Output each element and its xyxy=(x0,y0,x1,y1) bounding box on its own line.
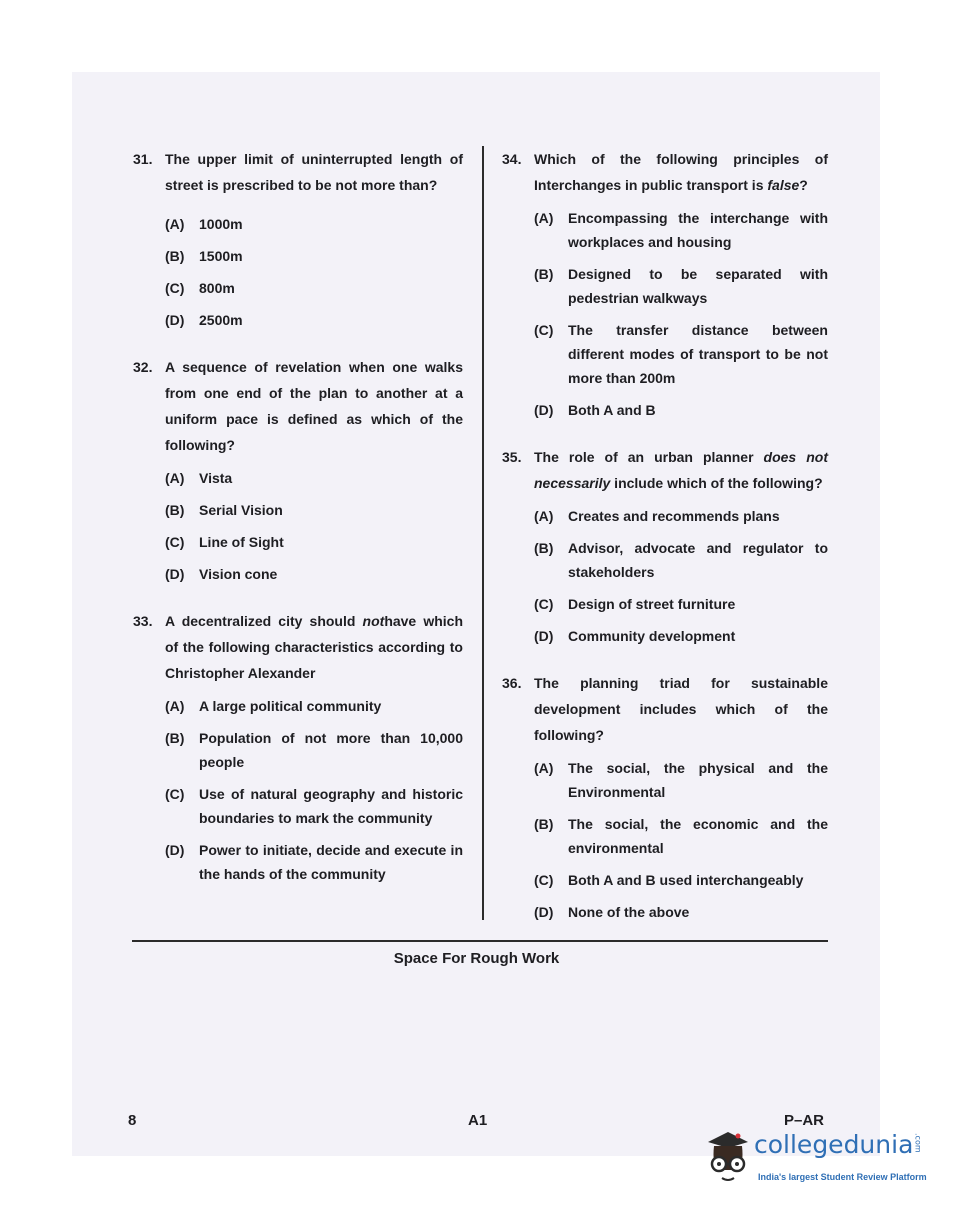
paper-code: P–AR xyxy=(784,1112,825,1129)
right-column xyxy=(502,146,828,946)
question-number: 33. xyxy=(133,613,153,629)
option: (A) The social, the physical and the Environmental xyxy=(534,760,828,800)
horizontal-rule xyxy=(132,940,828,942)
question-text: Which of the following principles of Interchanges in public transport is false? xyxy=(534,151,828,193)
question-text: A sequence of revelation when one walks from one end of the plan to another at a uniform pace is defined as which of the following? xyxy=(165,359,463,453)
question-text: The role of an urban planner does not necessarily include which of the following? xyxy=(534,449,828,491)
question-number: 34. xyxy=(502,151,522,167)
column-divider xyxy=(482,146,484,920)
option: (B) Serial Vision xyxy=(165,502,283,518)
left-column xyxy=(133,146,463,908)
option: (B) Population of not more than 10,000 people xyxy=(165,730,463,770)
option: (A) Creates and recommends plans xyxy=(534,508,780,524)
question-text: The planning triad for sustainable development includes which of the following? xyxy=(534,675,828,743)
option: (C) The transfer distance between different modes of transport to be not more than 200m xyxy=(534,322,828,386)
option: (D) Vision cone xyxy=(165,566,278,582)
option: (C) 800m xyxy=(165,280,235,296)
booklet-code: A1 xyxy=(468,1112,488,1129)
option: (C) Line of Sight xyxy=(165,534,284,550)
option: (D) None of the above xyxy=(534,904,690,920)
question-31 xyxy=(133,146,463,332)
page-number: 8 xyxy=(128,1112,137,1129)
option: (C) Design of street furniture xyxy=(534,596,736,612)
rough-work-heading: Space For Rough Work xyxy=(393,950,560,967)
question-32 xyxy=(133,354,463,586)
option: (A) Vista xyxy=(165,470,233,486)
question-number: 36. xyxy=(502,675,522,691)
option: (A) A large political community xyxy=(165,698,382,714)
question-34 xyxy=(502,146,828,422)
question-number: 31. xyxy=(133,151,153,167)
option: (A) Encompassing the interchange with workplaces and housing xyxy=(534,210,828,250)
collegedunia-logo xyxy=(702,1124,932,1204)
question-35 xyxy=(502,444,828,648)
option: (C) Both A and B used interchangeably xyxy=(534,872,804,888)
question-text: The upper limit of uninterrupted length of street is prescribed to be not more than? xyxy=(165,151,463,193)
logo-name: collegedunia.com xyxy=(754,1130,923,1159)
question-number: 32. xyxy=(133,359,153,375)
option: (C) Use of natural geography and historic boundaries to mark the community xyxy=(165,786,463,826)
option: (D) Community development xyxy=(534,628,736,644)
option: (B) Advisor, advocate and regulator to stakeholders xyxy=(534,540,828,580)
option: (D) 2500m xyxy=(165,312,243,328)
option: (D) Both A and B xyxy=(534,402,656,418)
question-text: A decentralized city should nothave which of the following characteristics according to Christopher Alexander xyxy=(165,613,464,681)
question-number: 35. xyxy=(502,449,522,465)
option: (D) Power to initiate, decide and execute in the hands of the community xyxy=(165,842,463,882)
question-33 xyxy=(133,608,463,886)
option: (B) Designed to be separated with pedestrian walkways xyxy=(534,266,828,306)
option: (B) The social, the economic and the environmental xyxy=(534,816,828,856)
logo-tagline: India's largest Student Review Platform xyxy=(758,1172,927,1182)
option: (B) 1500m xyxy=(165,248,243,264)
question-36 xyxy=(502,670,828,924)
option: (A) 1000m xyxy=(165,216,243,232)
mascot-icon xyxy=(702,1124,754,1194)
